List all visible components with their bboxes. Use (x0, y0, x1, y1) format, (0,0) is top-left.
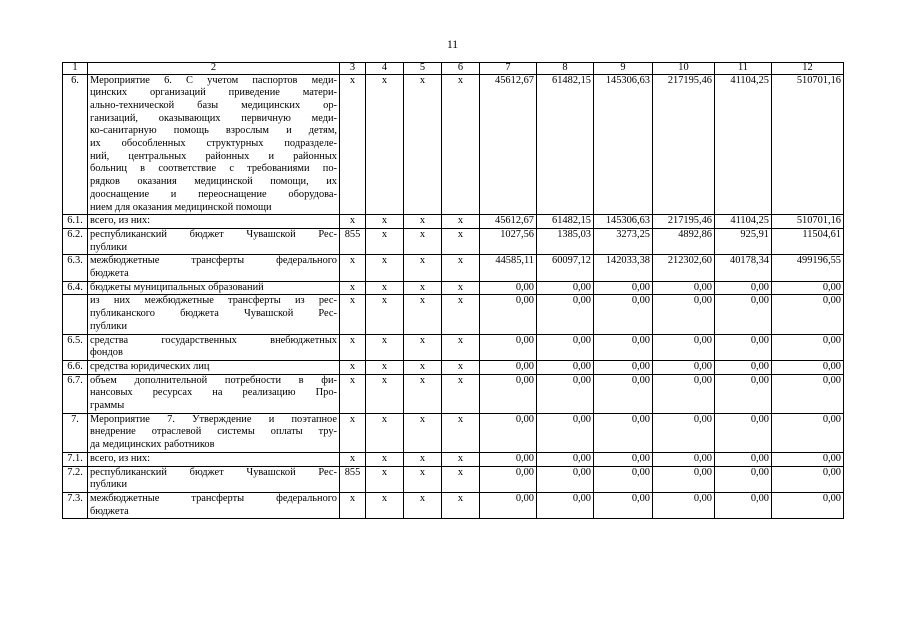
description-line: всего, из них: (90, 215, 151, 227)
cell-c3: x (340, 334, 366, 360)
cell-c4: x (366, 281, 404, 295)
cell-c4: x (366, 215, 404, 229)
description-line: объем дополнительной потребности в фи- (90, 374, 337, 386)
cell-c3: x (340, 360, 366, 374)
cell-c9: 145306,63 (594, 74, 653, 215)
row-description (88, 493, 340, 519)
row-number: 7.2. (63, 466, 88, 492)
cell-c7: 44585,11 (480, 255, 537, 281)
description-line: средства государственных внебюджетных (90, 334, 337, 346)
cell-c12: 0,00 (772, 466, 844, 492)
cell-c6: x (442, 255, 480, 281)
description-line: бюджета (90, 268, 129, 280)
cell-c9: 3273,25 (594, 228, 653, 254)
cell-c10: 0,00 (653, 452, 715, 466)
description-line: ганизаций, оказывающих первичную меди- (90, 112, 337, 124)
cell-c9: 145306,63 (594, 215, 653, 229)
cell-c6: x (442, 493, 480, 519)
cell-c12: 0,00 (772, 334, 844, 360)
cell-c9: 0,00 (594, 452, 653, 466)
row-description (88, 360, 340, 374)
cell-c10: 0,00 (653, 334, 715, 360)
cell-c5: x (404, 295, 442, 334)
cell-c12: 0,00 (772, 374, 844, 413)
cell-c5: x (404, 215, 442, 229)
column-header: 8 (537, 63, 594, 75)
row-number: 6. (63, 74, 88, 215)
cell-c7: 0,00 (480, 281, 537, 295)
description-line: бюджета (90, 505, 129, 517)
description-line: рядков оказания медицинской помощи, их (90, 176, 337, 188)
cell-c7: 0,00 (480, 466, 537, 492)
description-line: республиканский бюджет Чувашской Рес- (90, 466, 337, 478)
cell-c4: x (366, 466, 404, 492)
cell-c10: 4892,86 (653, 228, 715, 254)
row-number: 6.6. (63, 360, 88, 374)
cell-c5: x (404, 281, 442, 295)
cell-c7: 0,00 (480, 374, 537, 413)
cell-c4: x (366, 452, 404, 466)
cell-c5: x (404, 360, 442, 374)
row-description (88, 74, 340, 215)
cell-c11: 0,00 (715, 466, 772, 492)
cell-c12: 0,00 (772, 413, 844, 452)
cell-c6: x (442, 281, 480, 295)
cell-c7: 0,00 (480, 493, 537, 519)
description-line: дооснащение и переоснащение оборудова- (90, 188, 337, 200)
cell-c4: x (366, 334, 404, 360)
cell-c3: 855 (340, 466, 366, 492)
table-row (63, 215, 844, 229)
cell-c8: 0,00 (537, 493, 594, 519)
row-number: 6.4. (63, 281, 88, 295)
description-line: республиканский бюджет Чувашской Рес- (90, 228, 337, 240)
cell-c3: 855 (340, 228, 366, 254)
table-row (63, 466, 844, 492)
cell-c8: 61482,15 (537, 74, 594, 215)
cell-c12: 0,00 (772, 493, 844, 519)
cell-c12: 0,00 (772, 360, 844, 374)
cell-c6: x (442, 360, 480, 374)
cell-c11: 0,00 (715, 360, 772, 374)
description-line: внедрение отраслевой системы оплаты тру- (90, 426, 337, 438)
table-row (63, 228, 844, 254)
row-description (88, 466, 340, 492)
table-row (63, 295, 844, 334)
row-description (88, 295, 340, 334)
description-line: из них межбюджетные трансферты из рес- (90, 295, 337, 307)
cell-c12: 0,00 (772, 281, 844, 295)
cell-c11: 0,00 (715, 334, 772, 360)
description-line: публики (90, 479, 128, 491)
cell-c11: 40178,34 (715, 255, 772, 281)
row-number: 6.3. (63, 255, 88, 281)
cell-c6: x (442, 74, 480, 215)
column-header: 5 (404, 63, 442, 75)
description-line: Мероприятие 6. С учетом паспортов меди- (90, 74, 337, 86)
row-number (63, 295, 88, 334)
row-description (88, 334, 340, 360)
row-number: 6.2. (63, 228, 88, 254)
row-number: 6.1. (63, 215, 88, 229)
cell-c3: x (340, 295, 366, 334)
column-header: 11 (715, 63, 772, 75)
cell-c10: 0,00 (653, 295, 715, 334)
column-header: 9 (594, 63, 653, 75)
description-line: граммы (90, 400, 125, 412)
cell-c7: 0,00 (480, 413, 537, 452)
description-line: больниц в соответствие с требованиями по- (90, 163, 337, 175)
column-header: 6 (442, 63, 480, 75)
cell-c9: 142033,38 (594, 255, 653, 281)
cell-c10: 217195,46 (653, 215, 715, 229)
cell-c6: x (442, 466, 480, 492)
cell-c3: x (340, 74, 366, 215)
cell-c9: 0,00 (594, 466, 653, 492)
row-description (88, 452, 340, 466)
table-row (63, 452, 844, 466)
cell-c3: x (340, 255, 366, 281)
description-line: цинских организаций приведение матери- (90, 87, 337, 99)
cell-c6: x (442, 215, 480, 229)
cell-c12: 0,00 (772, 295, 844, 334)
row-number: 7.1. (63, 452, 88, 466)
cell-c4: x (366, 493, 404, 519)
description-line: межбюджетные трансферты федерального (90, 493, 337, 504)
column-header: 1 (63, 63, 88, 75)
table-row (63, 334, 844, 360)
row-description (88, 228, 340, 254)
description-line: межбюджетные трансферты федерального (90, 255, 337, 267)
table-row (63, 493, 844, 519)
description-line: ний, центральных районных и районных (90, 150, 337, 162)
description-line: публики (90, 320, 128, 332)
column-header: 10 (653, 63, 715, 75)
cell-c11: 925,91 (715, 228, 772, 254)
cell-c7: 0,00 (480, 452, 537, 466)
row-description (88, 413, 340, 452)
cell-c6: x (442, 334, 480, 360)
column-header: 4 (366, 63, 404, 75)
column-header: 2 (88, 63, 340, 75)
cell-c11: 0,00 (715, 295, 772, 334)
cell-c8: 0,00 (537, 295, 594, 334)
description-line: Мероприятие 7. Утверждение и поэтапное (90, 413, 337, 425)
cell-c3: x (340, 493, 366, 519)
cell-c5: x (404, 466, 442, 492)
cell-c5: x (404, 255, 442, 281)
cell-c7: 0,00 (480, 295, 537, 334)
description-line: ко-санитарную помощь взрослым и детям, (90, 125, 337, 137)
table-row (63, 360, 844, 374)
description-line: публиканского бюджета Чувашской Рес- (90, 308, 337, 320)
cell-c5: x (404, 74, 442, 215)
description-line: нансовых ресурсах на реализацию Про- (90, 387, 337, 399)
cell-c8: 0,00 (537, 281, 594, 295)
description-line: их обособленных структурных подразделе- (90, 138, 337, 150)
cell-c8: 1385,03 (537, 228, 594, 254)
cell-c12: 0,00 (772, 452, 844, 466)
description-line: всего, из них: (90, 452, 151, 464)
cell-c4: x (366, 413, 404, 452)
table-row (63, 255, 844, 281)
header-row (63, 63, 844, 75)
table-row (63, 374, 844, 413)
cell-c4: x (366, 228, 404, 254)
description-line: ально-технической базы медицинских ор- (90, 99, 337, 111)
cell-c8: 0,00 (537, 452, 594, 466)
cell-c3: x (340, 413, 366, 452)
table-row (63, 74, 844, 215)
description-line: публики (90, 241, 128, 253)
cell-c9: 0,00 (594, 374, 653, 413)
cell-c11: 0,00 (715, 452, 772, 466)
table-row (63, 281, 844, 295)
cell-c7: 1027,56 (480, 228, 537, 254)
description-line: нием для оказания медицинской помощи (90, 201, 272, 213)
cell-c10: 0,00 (653, 360, 715, 374)
cell-c5: x (404, 334, 442, 360)
cell-c8: 0,00 (537, 360, 594, 374)
cell-c12: 11504,61 (772, 228, 844, 254)
row-description (88, 215, 340, 229)
cell-c6: x (442, 413, 480, 452)
row-description (88, 255, 340, 281)
cell-c10: 212302,60 (653, 255, 715, 281)
description-line: фондов (90, 347, 123, 359)
cell-c3: x (340, 215, 366, 229)
cell-c8: 60097,12 (537, 255, 594, 281)
cell-c12: 510701,16 (772, 74, 844, 215)
cell-c9: 0,00 (594, 493, 653, 519)
cell-c4: x (366, 295, 404, 334)
cell-c7: 45612,67 (480, 74, 537, 215)
cell-c8: 61482,15 (537, 215, 594, 229)
cell-c8: 0,00 (537, 334, 594, 360)
cell-c8: 0,00 (537, 413, 594, 452)
cell-c10: 0,00 (653, 374, 715, 413)
cell-c11: 41104,25 (715, 215, 772, 229)
cell-c11: 0,00 (715, 413, 772, 452)
cell-c6: x (442, 228, 480, 254)
cell-c9: 0,00 (594, 281, 653, 295)
cell-c12: 510701,16 (772, 215, 844, 229)
page-number: 11 (446, 39, 459, 51)
column-header: 12 (772, 63, 844, 75)
cell-c6: x (442, 295, 480, 334)
budget-table (62, 62, 844, 519)
column-header: 7 (480, 63, 537, 75)
row-number: 6.5. (63, 334, 88, 360)
cell-c8: 0,00 (537, 466, 594, 492)
cell-c5: x (404, 374, 442, 413)
cell-c3: x (340, 452, 366, 466)
cell-c4: x (366, 255, 404, 281)
description-line: да медицинских работников (90, 439, 215, 451)
cell-c12: 499196,55 (772, 255, 844, 281)
cell-c4: x (366, 374, 404, 413)
row-number: 7. (63, 413, 88, 452)
cell-c9: 0,00 (594, 295, 653, 334)
cell-c9: 0,00 (594, 413, 653, 452)
row-description (88, 374, 340, 413)
cell-c9: 0,00 (594, 360, 653, 374)
cell-c11: 0,00 (715, 281, 772, 295)
cell-c5: x (404, 413, 442, 452)
description-line: бюджеты муниципальных образований (90, 281, 264, 293)
cell-c4: x (366, 360, 404, 374)
cell-c11: 0,00 (715, 374, 772, 413)
cell-c4: x (366, 74, 404, 215)
cell-c9: 0,00 (594, 334, 653, 360)
cell-c8: 0,00 (537, 374, 594, 413)
cell-c5: x (404, 228, 442, 254)
row-description (88, 281, 340, 295)
cell-c3: x (340, 281, 366, 295)
cell-c11: 41104,25 (715, 74, 772, 215)
cell-c7: 0,00 (480, 334, 537, 360)
cell-c10: 217195,46 (653, 74, 715, 215)
cell-c10: 0,00 (653, 493, 715, 519)
description-line: средства юридических лиц (90, 360, 210, 372)
cell-c7: 0,00 (480, 360, 537, 374)
cell-c5: x (404, 493, 442, 519)
cell-c10: 0,00 (653, 413, 715, 452)
cell-c5: x (404, 452, 442, 466)
cell-c6: x (442, 374, 480, 413)
row-number: 7.3. (63, 493, 88, 519)
column-header: 3 (340, 63, 366, 75)
cell-c10: 0,00 (653, 281, 715, 295)
cell-c3: x (340, 374, 366, 413)
cell-c11: 0,00 (715, 493, 772, 519)
cell-c7: 45612,67 (480, 215, 537, 229)
table-row (63, 413, 844, 452)
row-number: 6.7. (63, 374, 88, 413)
cell-c6: x (442, 452, 480, 466)
cell-c10: 0,00 (653, 466, 715, 492)
